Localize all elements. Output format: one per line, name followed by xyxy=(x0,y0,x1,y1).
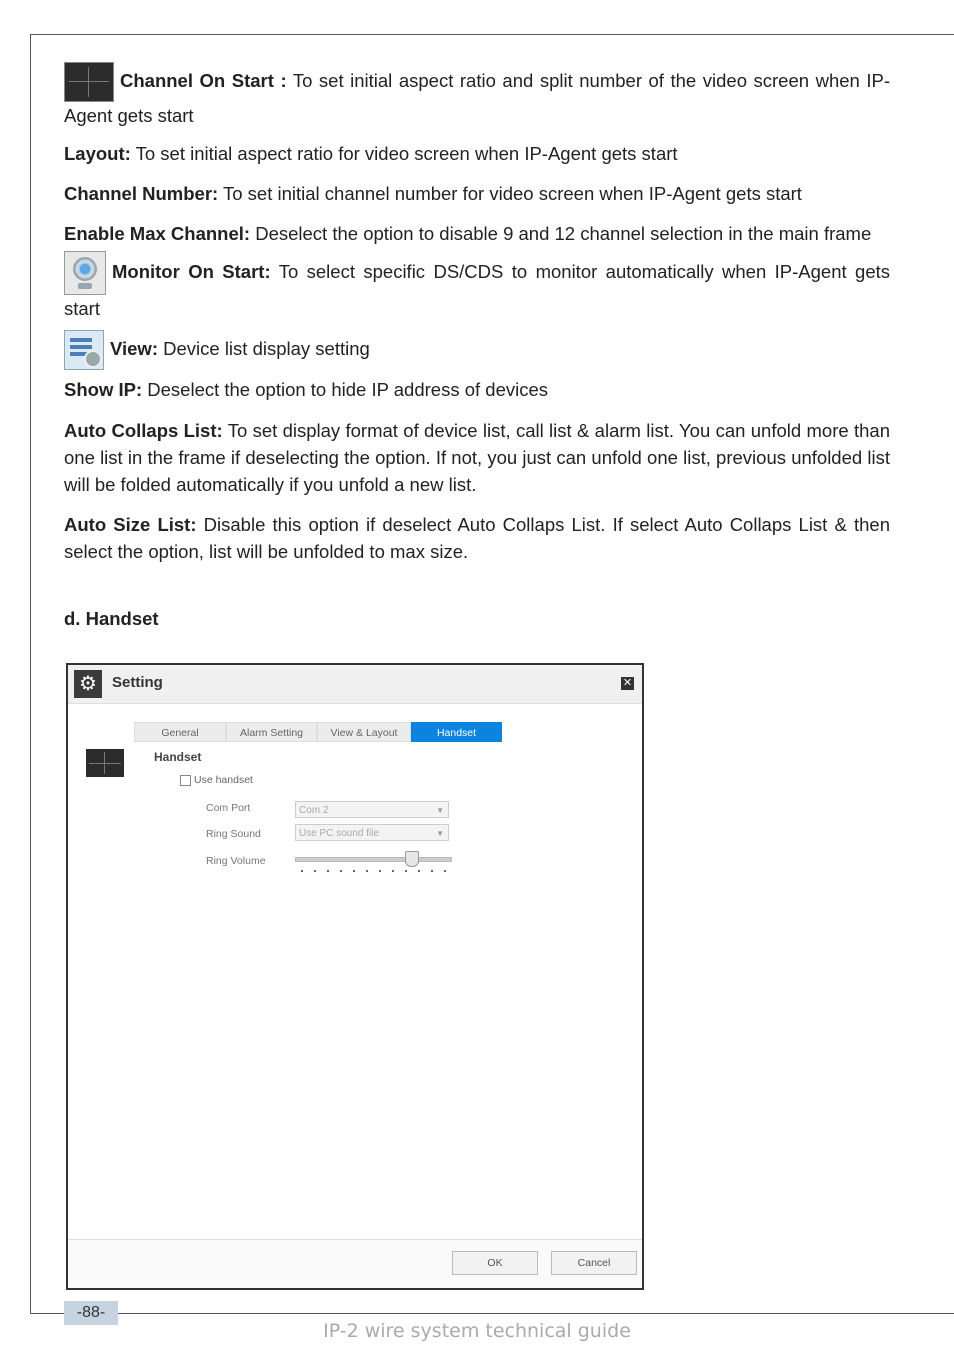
channel-on-start-paragraph xyxy=(64,62,890,129)
monitor-on-start-title: Monitor On Start: xyxy=(112,260,271,282)
volume-tick xyxy=(353,870,355,872)
document-body xyxy=(64,62,890,632)
volume-tick xyxy=(431,870,433,872)
volume-tick xyxy=(418,870,420,872)
view-text: Device list display setting xyxy=(163,337,370,359)
auto-size-title: Auto Size List: xyxy=(64,514,197,535)
auto-collaps-paragraph xyxy=(64,417,890,498)
enable-max-channel-paragraph xyxy=(64,220,890,247)
channel-on-start-text: To set initial aspect ratio and split number of the video screen when IP-Agent gets start xyxy=(64,69,890,126)
handset-category-icon[interactable] xyxy=(86,749,124,777)
ring-sound-value: Use PC sound file xyxy=(299,828,380,839)
section-title: Handset xyxy=(154,750,202,764)
ring-volume-slider[interactable] xyxy=(295,857,452,862)
gear-icon: ⚙ xyxy=(74,670,102,698)
page-frame-top xyxy=(30,34,954,35)
view-paragraph xyxy=(64,330,890,370)
channel-layout-icon xyxy=(64,62,114,102)
guide-title: IP-2 wire system technical guide xyxy=(323,1320,631,1342)
use-handset-row xyxy=(180,774,253,786)
use-handset-checkbox[interactable] xyxy=(180,775,191,786)
monitor-on-start-paragraph xyxy=(64,251,890,322)
volume-tick xyxy=(405,870,407,872)
volume-tick xyxy=(444,870,446,872)
tab-general[interactable]: General xyxy=(134,722,226,742)
monitor-on-start-text: To select specific DS/CDS to monitor automatically when IP-Agent gets start xyxy=(64,260,891,319)
volume-tick xyxy=(327,870,329,872)
dialog-title-bar xyxy=(68,665,642,704)
tab-view-layout[interactable]: View & Layout xyxy=(317,722,411,742)
volume-tick xyxy=(366,870,368,872)
com-port-select[interactable] xyxy=(295,801,449,818)
ring-sound-select[interactable] xyxy=(295,824,449,841)
webcam-icon xyxy=(64,251,106,295)
setting-dialog xyxy=(66,663,644,1290)
page-frame-left xyxy=(30,34,31,1314)
close-icon[interactable]: ✕ xyxy=(622,677,633,689)
auto-collaps-title: Auto Collaps List: xyxy=(64,420,223,441)
channel-on-start-title: Channel On Start : xyxy=(120,69,287,91)
enable-max-channel-text: Deselect the option to disable 9 and 12 channel selection in the main frame xyxy=(255,223,872,244)
tab-alarm-setting[interactable]: Alarm Setting xyxy=(226,722,317,742)
use-handset-label: Use handset xyxy=(194,774,253,786)
com-port-value: Com 2 xyxy=(299,805,329,816)
show-ip-title: Show IP: xyxy=(64,379,143,400)
enable-max-channel-title: Enable Max Channel: xyxy=(64,223,251,244)
dialog-title: Setting xyxy=(112,674,163,691)
ring-volume-ticks xyxy=(301,870,449,874)
auto-collaps-text: To set display format of device list, call list & alarm list. You can unfold more than one list in the frame if deselecting the option. If not, you just can unfold one list, previous unfolded list will be folded automatically if you unfold a new list. xyxy=(64,420,890,495)
ring-sound-label: Ring Sound xyxy=(206,828,261,840)
channel-number-title: Channel Number: xyxy=(64,183,219,204)
page-frame-bottom xyxy=(30,1313,954,1314)
channel-number-text: To set initial channel number for video screen when IP-Agent gets start xyxy=(223,183,802,204)
volume-tick xyxy=(301,870,303,872)
show-ip-paragraph xyxy=(64,376,890,403)
section-heading: d. Handset xyxy=(64,608,159,629)
volume-tick xyxy=(392,870,394,872)
ring-volume-label: Ring Volume xyxy=(206,855,266,867)
layout-paragraph xyxy=(64,140,890,167)
chevron-down-icon: ▼ xyxy=(436,829,444,838)
volume-tick xyxy=(340,870,342,872)
layout-text: To set initial aspect ratio for video screen when IP-Agent gets start xyxy=(135,143,678,164)
cancel-button[interactable]: Cancel xyxy=(551,1251,637,1275)
com-port-label: Com Port xyxy=(206,802,251,814)
volume-tick xyxy=(379,870,381,872)
chevron-down-icon: ▼ xyxy=(436,806,444,815)
dialog-footer xyxy=(68,1239,642,1288)
view-title: View: xyxy=(110,337,158,359)
layout-title: Layout: xyxy=(64,143,131,164)
ring-volume-thumb[interactable] xyxy=(405,851,419,867)
ok-button[interactable]: OK xyxy=(452,1251,538,1275)
volume-tick xyxy=(314,870,316,872)
channel-number-paragraph xyxy=(64,180,890,207)
auto-size-paragraph xyxy=(64,511,890,565)
auto-size-text: Disable this option if deselect Auto Collaps List. If select Auto Collaps List & then select the option, list will be unfolded to max size. xyxy=(64,514,890,562)
show-ip-text: Deselect the option to hide IP address of devices xyxy=(147,379,549,400)
tab-handset[interactable]: Handset xyxy=(411,722,502,742)
list-settings-icon xyxy=(64,330,104,370)
page-number: -88- xyxy=(64,1301,118,1325)
